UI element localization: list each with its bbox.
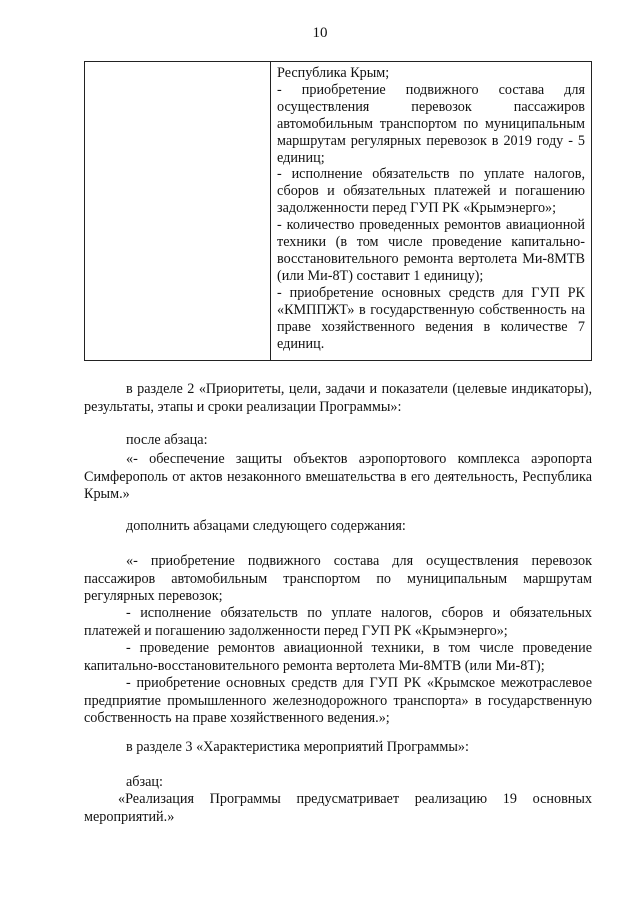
table-cell-line: - приобретение основных средств для ГУП РК «КМППЖТ» в государственную собственность на праве хозяйственного ведения в количестве 7 единиц.: [277, 284, 585, 352]
table-cell-line: - количество проведенных ремонтов авиационной техники (в том числе проведение капитально-восстановительного ремонта вертолета Ми-8МТВ (или Ми-8Т) составит 1 единицу);: [277, 217, 585, 284]
table-cell-line: - приобретение подвижного состава для осуществления перевозок пассажиров автомобильным транспортом по муниципальным маршрутам регулярных перевозок в 2019 году - 5 единиц;: [277, 81, 585, 166]
continuation-table: [84, 61, 592, 361]
final-quote: «Реализация Программы предусматривает реализацию 19 основных мероприятий.»: [84, 791, 592, 825]
table-cell-line: - исполнение обязательств по уплате налогов, сборов и обязательных платежей и погашению задолженности перед ГУП РК «Крымэнерго»;: [277, 166, 585, 217]
added-item: - исполнение обязательств по уплате налогов, сборов и обязательных платежей и погашению задолженности перед ГУП РК «Крымэнерго»;: [84, 605, 592, 639]
paragraph-label: абзац:: [126, 774, 163, 790]
quoted-paragraph: «- обеспечение защиты объектов аэропортового комплекса аэропорта Симферополь от актов незаконного вмешательства в его деятельность, Республика Крым.»: [84, 451, 592, 502]
section3-intro: в разделе 3 «Характеристика мероприятий Программы»:: [126, 739, 469, 755]
table-right-cell: [277, 65, 585, 352]
section2-intro: в разделе 2 «Приоритеты, цели, задачи и показатели (целевые индикаторы), результаты, этапы и сроки реализации Программы»:: [84, 381, 592, 415]
after-paragraph-label: после абзаца:: [126, 432, 208, 448]
added-item: - приобретение основных средств для ГУП РК «Крымское межотраслевое предприятие промышленного железнодорожного транспорта» в государственную собственность на праве хозяйственного ведения.»;: [84, 675, 592, 726]
page-number: 10: [312, 25, 328, 41]
table-cell-line: Республика Крым;: [277, 65, 390, 81]
added-item: - проведение ремонтов авиационной техники, в том числе проведение капитально-восстановительного ремонта вертолета Ми-8МТВ (или Ми-8Т);: [84, 640, 592, 674]
added-item: «- приобретение подвижного состава для осуществления перевозок пассажиров автомобильным транспортом по муниципальным маршрутам регулярных перевозок;: [84, 553, 592, 604]
table-column-divider: [270, 62, 271, 360]
add-paragraphs-intro: дополнить абзацами следующего содержания:: [126, 518, 406, 534]
